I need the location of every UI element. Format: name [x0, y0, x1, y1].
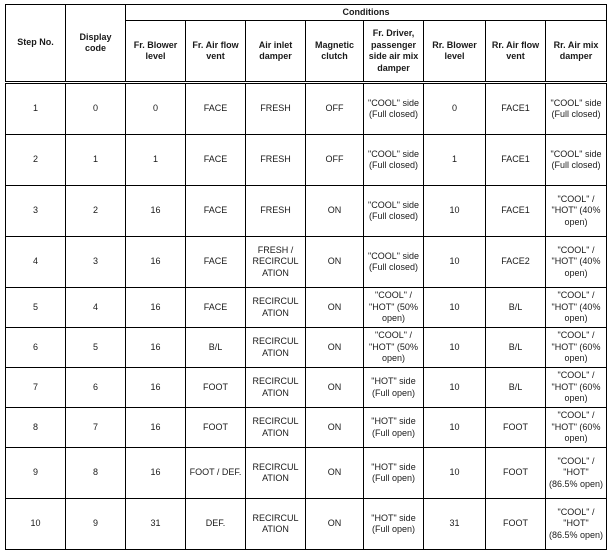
cell-rr-air-mix-damper: "COOL" side (Full closed): [546, 135, 607, 186]
cell-fr-air-flow-vent: FACE: [186, 135, 246, 186]
cell-display-code: 9: [66, 499, 126, 550]
cell-magnetic-clutch: ON: [306, 328, 364, 368]
cell-air-inlet-damper: RECIRCUL ATION: [246, 408, 306, 448]
cell-step: 10: [6, 499, 66, 550]
cell-rr-air-flow-vent: FOOT: [486, 448, 546, 499]
header-conditions: Conditions: [126, 5, 607, 21]
cell-rr-blower-level: 1: [424, 135, 486, 186]
cell-step: 4: [6, 237, 66, 288]
cell-display-code: 5: [66, 328, 126, 368]
cell-rr-air-mix-damper: "COOL" / "HOT" (40% open): [546, 186, 607, 237]
cell-rr-air-mix-damper: "COOL" / "HOT" (86.5% open): [546, 499, 607, 550]
cell-fr-blower-level: 31: [126, 499, 186, 550]
cell-air-inlet-damper: RECIRCUL ATION: [246, 368, 306, 408]
cell-rr-air-mix-damper: "COOL" / "HOT" (60% open): [546, 368, 607, 408]
cell-fr-air-flow-vent: FOOT: [186, 408, 246, 448]
cell-fr-air-flow-vent: FOOT / DEF.: [186, 448, 246, 499]
cell-rr-air-flow-vent: FACE1: [486, 186, 546, 237]
header-row-group: [6, 5, 607, 21]
cell-air-inlet-damper: RECIRCUL ATION: [246, 499, 306, 550]
cell-fr-air-mix-damper: "HOT" side (Full open): [364, 408, 424, 448]
cell-air-inlet-damper: FRESH: [246, 135, 306, 186]
cell-air-inlet-damper: RECIRCUL ATION: [246, 448, 306, 499]
cell-air-inlet-damper: RECIRCUL ATION: [246, 288, 306, 328]
cell-fr-air-mix-damper: "COOL" side (Full closed): [364, 83, 424, 135]
cell-step: 1: [6, 83, 66, 135]
cell-rr-air-flow-vent: FOOT: [486, 499, 546, 550]
header-air-inlet-damper: Air inlet damper: [246, 21, 306, 83]
cell-step: 5: [6, 288, 66, 328]
cell-display-code: 3: [66, 237, 126, 288]
cell-rr-blower-level: 10: [424, 328, 486, 368]
cell-fr-air-mix-damper: "COOL" side (Full closed): [364, 237, 424, 288]
cell-rr-air-mix-damper: "COOL" / "HOT" (86.5% open): [546, 448, 607, 499]
header-magnetic-clutch: Magnetic clutch: [306, 21, 364, 83]
header-rr-air-mix-damper: Rr. Air mix damper: [546, 21, 607, 83]
cell-display-code: 4: [66, 288, 126, 328]
cell-magnetic-clutch: ON: [306, 237, 364, 288]
cell-air-inlet-damper: FRESH / RECIRCUL ATION: [246, 237, 306, 288]
table-row: [6, 328, 607, 368]
table-row: [6, 135, 607, 186]
cell-rr-air-flow-vent: FOOT: [486, 408, 546, 448]
header-step-no: Step No.: [6, 5, 66, 83]
header-rr-air-flow-vent: Rr. Air flow vent: [486, 21, 546, 83]
cell-fr-blower-level: 16: [126, 408, 186, 448]
cell-fr-blower-level: 16: [126, 448, 186, 499]
cell-magnetic-clutch: OFF: [306, 135, 364, 186]
cell-magnetic-clutch: OFF: [306, 83, 364, 135]
cell-fr-air-flow-vent: FACE: [186, 288, 246, 328]
cell-magnetic-clutch: ON: [306, 408, 364, 448]
cell-display-code: 1: [66, 135, 126, 186]
cell-rr-blower-level: 31: [424, 499, 486, 550]
cell-fr-air-mix-damper: "HOT" side (Full open): [364, 448, 424, 499]
cell-fr-blower-level: 16: [126, 368, 186, 408]
cell-fr-air-mix-damper: "COOL" / "HOT" (50% open): [364, 328, 424, 368]
cell-fr-blower-level: 0: [126, 83, 186, 135]
cell-rr-air-mix-damper: "COOL" / "HOT" (60% open): [546, 328, 607, 368]
cell-air-inlet-damper: FRESH: [246, 186, 306, 237]
cell-magnetic-clutch: ON: [306, 368, 364, 408]
cell-magnetic-clutch: ON: [306, 288, 364, 328]
cell-rr-blower-level: 10: [424, 186, 486, 237]
header-display-code: Display code: [66, 5, 126, 83]
cell-rr-air-mix-damper: "COOL" / "HOT" (40% open): [546, 237, 607, 288]
cell-rr-blower-level: 0: [424, 83, 486, 135]
cell-rr-air-mix-damper: "COOL" side (Full closed): [546, 83, 607, 135]
cell-magnetic-clutch: ON: [306, 499, 364, 550]
table-row: [6, 237, 607, 288]
cell-fr-air-mix-damper: "HOT" side (Full open): [364, 499, 424, 550]
cell-fr-blower-level: 16: [126, 237, 186, 288]
cell-rr-blower-level: 10: [424, 408, 486, 448]
cell-rr-air-mix-damper: "COOL" / "HOT" (60% open): [546, 408, 607, 448]
table-row: [6, 83, 607, 135]
cell-fr-blower-level: 1: [126, 135, 186, 186]
cell-fr-blower-level: 16: [126, 186, 186, 237]
cell-display-code: 0: [66, 83, 126, 135]
cell-rr-air-flow-vent: B/L: [486, 288, 546, 328]
cell-display-code: 8: [66, 448, 126, 499]
table-row: [6, 408, 607, 448]
cell-rr-air-mix-damper: "COOL" / "HOT" (40% open): [546, 288, 607, 328]
table-row: [6, 499, 607, 550]
cell-fr-air-flow-vent: FOOT: [186, 368, 246, 408]
cell-fr-air-mix-damper: "COOL" / "HOT" (50% open): [364, 288, 424, 328]
cell-display-code: 7: [66, 408, 126, 448]
cell-display-code: 6: [66, 368, 126, 408]
cell-step: 3: [6, 186, 66, 237]
header-fr-blower-level: Fr. Blower level: [126, 21, 186, 83]
cell-step: 9: [6, 448, 66, 499]
cell-fr-air-flow-vent: FACE: [186, 186, 246, 237]
cell-rr-blower-level: 10: [424, 368, 486, 408]
cell-fr-air-mix-damper: "COOL" side (Full closed): [364, 135, 424, 186]
cell-fr-blower-level: 16: [126, 328, 186, 368]
cell-fr-air-mix-damper: "HOT" side (Full open): [364, 368, 424, 408]
header-rr-blower-level: Rr. Blower level: [424, 21, 486, 83]
cell-rr-blower-level: 10: [424, 288, 486, 328]
table-row: [6, 288, 607, 328]
cell-fr-air-flow-vent: DEF.: [186, 499, 246, 550]
header-fr-air-flow-vent: Fr. Air flow vent: [186, 21, 246, 83]
cell-air-inlet-damper: RECIRCUL ATION: [246, 328, 306, 368]
table-row: [6, 448, 607, 499]
conditions-table: [5, 4, 607, 550]
cell-rr-air-flow-vent: FACE1: [486, 135, 546, 186]
cell-step: 8: [6, 408, 66, 448]
cell-fr-air-mix-damper: "COOL" side (Full closed): [364, 186, 424, 237]
cell-magnetic-clutch: ON: [306, 186, 364, 237]
cell-rr-air-flow-vent: B/L: [486, 328, 546, 368]
cell-fr-air-flow-vent: FACE: [186, 83, 246, 135]
cell-step: 2: [6, 135, 66, 186]
cell-air-inlet-damper: FRESH: [246, 83, 306, 135]
cell-display-code: 2: [66, 186, 126, 237]
cell-fr-air-flow-vent: B/L: [186, 328, 246, 368]
cell-rr-blower-level: 10: [424, 448, 486, 499]
table-row: [6, 186, 607, 237]
table-row: [6, 368, 607, 408]
cell-fr-blower-level: 16: [126, 288, 186, 328]
cell-rr-air-flow-vent: B/L: [486, 368, 546, 408]
cell-step: 7: [6, 368, 66, 408]
cell-rr-blower-level: 10: [424, 237, 486, 288]
cell-rr-air-flow-vent: FACE1: [486, 83, 546, 135]
header-fr-air-mix-damper: Fr. Driver, passenger side air mix damper: [364, 21, 424, 83]
cell-step: 6: [6, 328, 66, 368]
cell-magnetic-clutch: ON: [306, 448, 364, 499]
cell-fr-air-flow-vent: FACE: [186, 237, 246, 288]
cell-rr-air-flow-vent: FACE2: [486, 237, 546, 288]
